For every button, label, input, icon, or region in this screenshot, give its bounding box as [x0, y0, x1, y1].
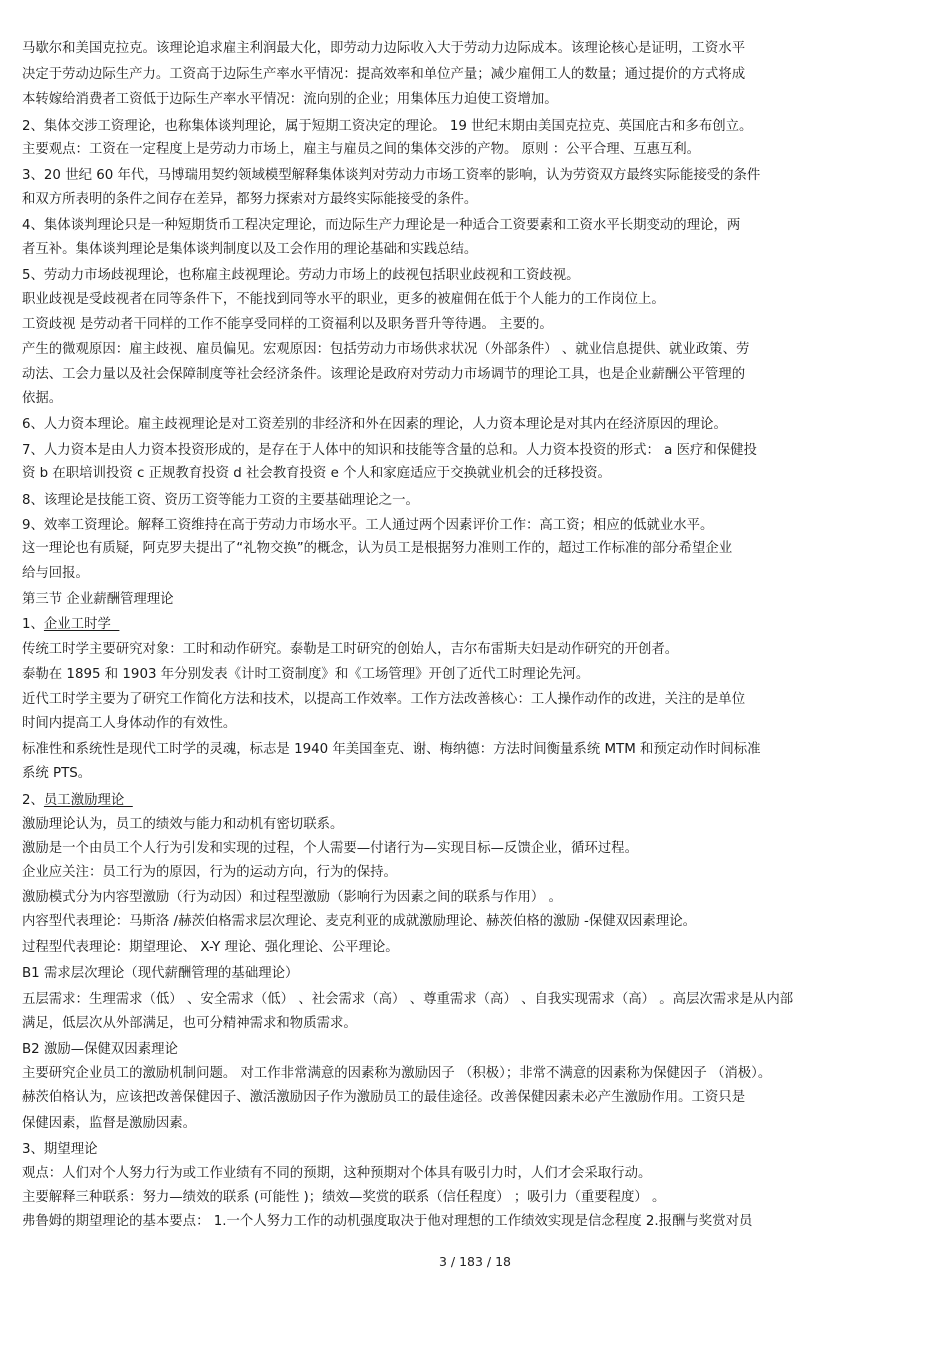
text-line: 决定于劳动边际生产力。工资高于边际生产率水平情况：提高效率和单位产量；减少雇佣工人的数量；通过提价的方式将成 — [22, 67, 746, 82]
text-line: 第三节 企业薪酬管理理论 — [22, 592, 174, 607]
text-line: 依据。 — [22, 391, 63, 406]
text-line: 3、20 世纪 60 年代，马博瑞用契约领域模型解释集体谈判对劳动力市场工资率的影响，认为劳资双方最终实际能接受的条件 — [22, 168, 761, 183]
text-line: 激励是一个由员工个人行为引发和实现的过程，个人需要—付诸行为—实现目标—反馈企业，循环过程。 — [22, 841, 638, 856]
text-line: 近代工时学主要为了研究工作简化方法和技术，以提高工作效率。工作方法改善核心：工人操作动作的改进，关注的是单位 — [22, 692, 746, 707]
text-line: 马歇尔和美国克拉克。该理论追求雇主利润最大化，即劳动力边际收入大于劳动力边际成本。该理论核心是证明，工资水平 — [22, 41, 746, 56]
text-line: 观点：人们对个人努力行为或工作业绩有不同的预期，这种预期对个体具有吸引力时，人们才会采取行动。 — [22, 1166, 652, 1181]
text-line: 赫茨伯格认为，应该把改善保健因子、激活激励因子作为激励员工的最佳途径。改善保健因素未必产生激励作用。工资只是 — [22, 1090, 746, 1105]
text-line: 2、集体交涉工资理论，也称集体谈判理论，属于短期工资决定的理论。 19 世纪末期由美国克拉克、英国庇古和多布创立。 — [22, 119, 753, 134]
text-line: 资 b 在职培训投资 c 正规教育投资 d 社会教育投资 e 个人和家庭适应于交换就业机会的迁移投资。 — [22, 466, 611, 481]
text-line: 2、员工激励理论 — [22, 793, 133, 808]
text-line: 产生的微观原因：雇主歧视、雇员偏见。宏观原因：包括劳动力市场供求状况（外部条件） 、就业信息提供、就业政策、劳 — [22, 342, 750, 357]
text-line: 五层需求：生理需求（低） 、安全需求（低） 、社会需求（高） 、尊重需求（高） 、自我实现需求（高） 。高层次需求是从内部 — [22, 992, 794, 1007]
text-line: 激励理论认为，员工的绩效与能力和动机有密切联系。 — [22, 817, 344, 832]
text-line: 内容型代表理论：马斯洛 /赫茨伯格需求层次理论、麦克利亚的成就激励理论、赫茨伯格的激励 -保健双因素理论。 — [22, 914, 696, 929]
text-line: 4、集体谈判理论只是一种短期货币工程决定理论，而边际生产力理论是一种适合工资要素和工资水平长期变动的理论，两 — [22, 218, 741, 233]
text-line: 7、人力资本是由人力资本投资形成的，是存在于人体中的知识和技能等含量的总和。人力资本投资的形式： a 医疗和保健投 — [22, 443, 757, 458]
section-heading-underlined: 企业工时学 — [43, 617, 120, 632]
text-line: 工资歧视 是劳动者干同样的工作不能享受同样的工资福利以及职务晋升等待遇。 主要的。 — [22, 317, 553, 332]
text-line: 满足，低层次从外部满足，也可分精神需求和物质需求。 — [22, 1016, 357, 1031]
text-line: B2 激励—保健双因素理论 — [22, 1042, 178, 1057]
text-line: 职业歧视是受歧视者在同等条件下，不能找到同等水平的职业，更多的被雇佣在低于个人能力的工作岗位上。 — [22, 292, 665, 307]
text-line: 主要观点：工资在一定程度上是劳动力市场上，雇主与雇员之间的集体交涉的产物。 原则 ：公平合理、互惠互利。 — [22, 142, 701, 157]
text-line: 传统工时学主要研究对象：工时和动作研究。泰勒是工时研究的创始人，吉尔布雷斯夫妇是动作研究的开创者。 — [22, 642, 679, 657]
text-line: 和双方所表明的条件之间存在差异，都努力探索对方最终实际能接受的条件。 — [22, 192, 478, 207]
section-heading-underlined: 员工激励理论 — [43, 793, 133, 808]
text-line: 本转嫁给消费者工资低于边际生产率水平情况：流向别的企业；用集体压力迫使工资增加。 — [22, 92, 558, 107]
text-line: 激励模式分为内容型激励（行为动因）和过程型激励（影响行为因素之间的联系与作用） 。 — [22, 890, 562, 905]
text-line: 泰勒在 1895 和 1903 年分别发表《计时工资制度》和《工场管理》开创了近代工时理论先河。 — [22, 667, 590, 682]
text-line: 系统 PTS。 — [22, 766, 92, 781]
text-line: 过程型代表理论：期望理论、 X-Y 理论、强化理论、公平理论。 — [22, 940, 399, 955]
text-line: 企业应关注：员工行为的原因，行为的运动方向，行为的保持。 — [22, 865, 397, 880]
text-line: B1 需求层次理论（现代薪酬管理的基础理论） — [22, 966, 299, 981]
text-line: 6、人力资本理论。雇主歧视理论是对工资差别的非经济和外在因素的理论，人力资本理论是对其内在经济原因的理论。 — [22, 417, 727, 432]
text-line: 弗鲁姆的期望理论的基本要点： 1.一个人努力工作的动机强度取决于他对理想的工作绩效实现是信念程度 2.报酬与奖赏对员 — [22, 1214, 753, 1229]
text-line: 主要解释三种联系：努力—绩效的联系 (可能性 )；绩效—奖赏的联系（信任程度） ；吸引力（重要程度） 。 — [22, 1190, 666, 1205]
text-line: 这一理论也有质疑，阿克罗夫提出了“礼物交换”的概念，认为员工是根据努力准则工作的，超过工作标准的部分希望企业 — [22, 541, 733, 556]
text-line: 给与回报。 — [22, 566, 89, 581]
text-line: 者互补。集体谈判理论是集体谈判制度以及工会作用的理论基础和实践总结。 — [22, 242, 478, 257]
text-line: 9、效率工资理论。解释工资维持在高于劳动力市场水平。工人通过两个因素评价工作：高工资；相应的低就业水平。 — [22, 518, 714, 533]
text-line: 标准性和系统性是现代工时学的灵魂，标志是 1940 年美国奎克、谢、梅纳德：方法时间衡量系统 MTM 和预定动作时间标准 — [22, 742, 761, 757]
text-line: 动法、工会力量以及社会保障制度等社会经济条件。该理论是政府对劳动力市场调节的理论工具，也是企业薪酬公平管理的 — [22, 367, 746, 382]
text-line: 5、劳动力市场歧视理论，也称雇主歧视理论。劳动力市场上的歧视包括职业歧视和工资歧视。 — [22, 268, 580, 283]
text-line: 保健因素，监督是激励因素。 — [22, 1116, 197, 1131]
text-line: 8、该理论是技能工资、资历工资等能力工资的主要基础理论之一。 — [22, 493, 419, 508]
page-number: 3 / 183 / 18 — [438, 1254, 512, 1269]
text-line: 3、期望理论 — [22, 1142, 98, 1157]
text-line: 主要研究企业员工的激励机制问题。 对工作非常满意的因素称为激励因子 （积极）；非常不满意的因素称为保健因子 （消极）。 — [22, 1066, 772, 1081]
text-line: 1、企业工时学 — [22, 617, 120, 632]
text-line: 时间内提高工人身体动作的有效性。 — [22, 716, 237, 731]
